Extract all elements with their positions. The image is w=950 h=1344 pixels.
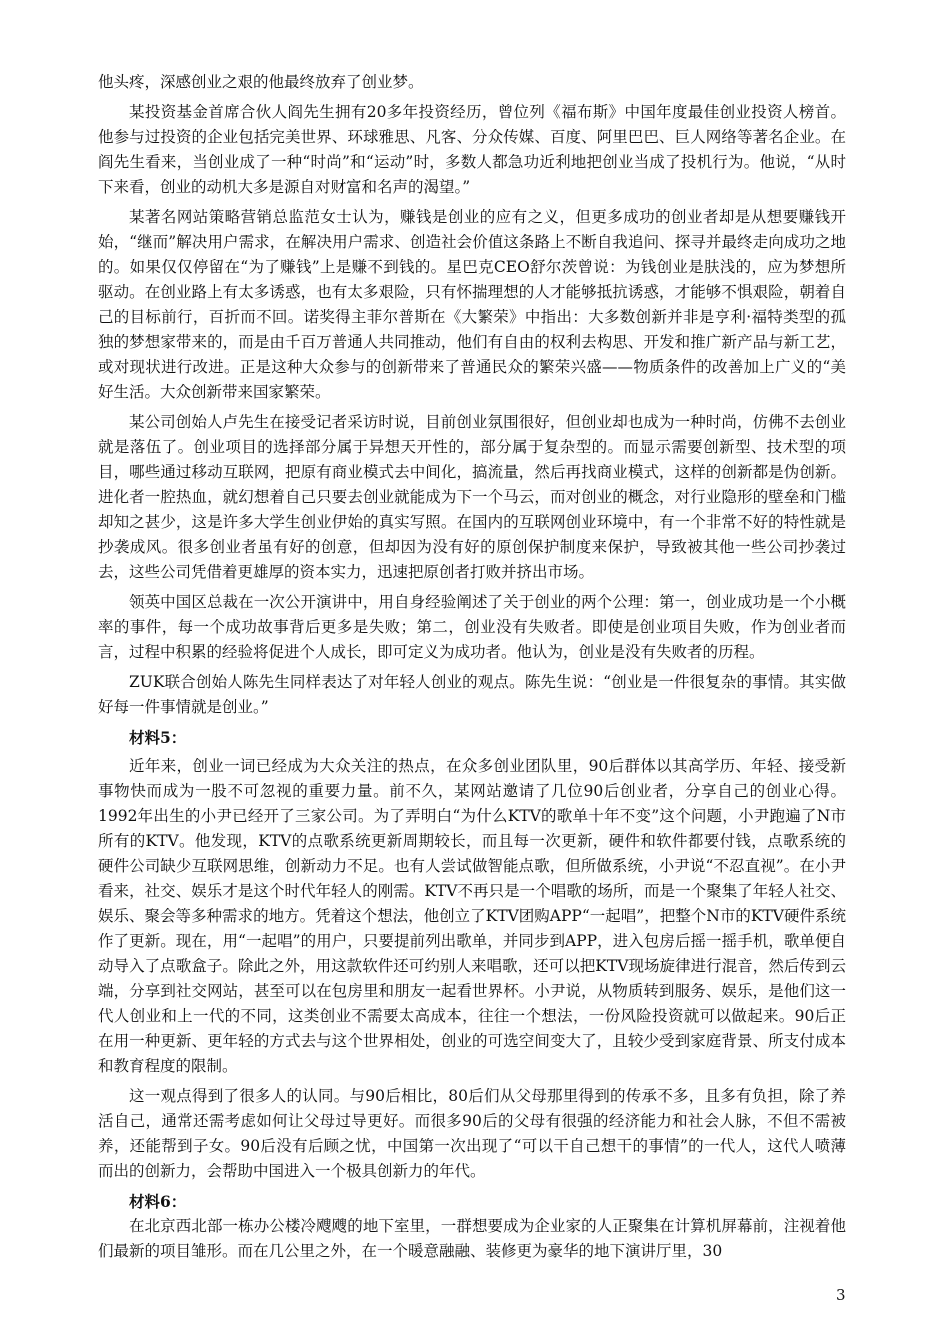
paragraph: ZUK联合创始人陈先生同样表达了对年轻人创业的观点。陈先生说：“创业是一件很复杂的事情。其实做好每一件事情就是创业。” xyxy=(98,673,846,716)
section-heading-material-6: 材料6： xyxy=(129,1192,187,1211)
paragraph: 某公司创始人卢先生在接受记者采访时说，目前创业氛围很好，但创业却也成为一种时尚，仿佛不去创业就是落伍了。创业项目的选择部分属于异想天开性的，部分属于复杂型的。而显示需要创新型、技术型的项目，哪些通过移动互联网，把原有商业模式去中间化，搞流量，然后再找商业模式，这样的创新都是伪创新。进化者一腔热血，就幻想着自己只要去创业就能成为下一个马云，而对创业的概念，对行业隐形的壁垒和门槛却知之甚少，这是许多大学生创业伊始的真实写照。在国内的互联网创业环境中，有一个非常不好的特性就是抄袭成风。很多创业者虽有好的创意，但却因为没有好的原创保护制度来保护，导致被其他一些公司抄袭过去，这些公司凭借着更雄厚的资本实力，迅速把原创者打败并挤出市场。 xyxy=(98,413,846,581)
section-heading-material-5: 材料5： xyxy=(129,728,187,747)
page-number: 3 xyxy=(836,1286,846,1304)
paragraph: 领英中国区总裁在一次公开演讲中，用自身经验阐述了关于创业的两个公理：第一，创业成功是一个小概率的事件，每一个成功故事背后更多是失败；第二，创业没有失败者。即使是创业项目失败，作为创业者而言，过程中积累的经验将促进个人成长，即可定义为成功者。他认为，创业是没有失败者的历程。 xyxy=(98,593,846,661)
document-body xyxy=(98,70,846,1269)
paragraph: 他头疼，深感创业之艰的他最终放弃了创业梦。 xyxy=(98,73,424,91)
paragraph: 某著名网站策略营销总监范女士认为，赚钱是创业的应有之义，但更多成功的创业者却是从想要赚钱开始，“继而”解决用户需求，在解决用户需求、创造社会价值这条路上不断自我追问、探寻并最终走向成功之地的。如果仅仅停留在“为了赚钱”上是赚不到钱的。星巴克CEO舒尔茨曾说：为钱创业是肤浅的，应为梦想所驱动。在创业路上有太多诱惑，也有太多艰险，只有怀揣理想的人才能够抵抗诱惑，才能够不惧艰险，朝着自己的目标前行，百折而不回。诺奖得主菲尔普斯在《大繁荣》中指出：大多数创新并非是亨利·福特类型的孤独的梦想家带来的，而是由千百万普通人共同推动，他们有自由的权利去构思、开发和推广新产品与新工艺，或对现状进行改进。正是这种大众参与的创新带来了普通民众的繁荣兴盛——物质条件的改善加上广义的“美好生活。大众创新带来国家繁荣。 xyxy=(98,208,846,401)
paragraph: 这一观点得到了很多人的认同。与90后相比，80后们从父母那里得到的传承不多，且多有负担，除了养活自己，通常还需考虑如何让父母过导更好。而很多90后的父母有很强的经济能力和社会人脉，不但不需被养，还能帮到子女。90后没有后顾之忧，中国第一次出现了“可以干自己想干的事情”的一代人，这代人喷薄而出的创新力，会帮助中国进入一个极具创新力的年代。 xyxy=(98,1087,846,1180)
paragraph: 某投资基金首席合伙人阎先生拥有20多年投资经历，曾位列《福布斯》中国年度最佳创业投资人榜首。他参与过投资的企业包括完美世界、环球雅思、凡客、分众传媒、百度、阿里巴巴、巨人网络等著名企业。在阎先生看来，当创业成了一种“时尚”和“运动”时，多数人都急功近利地把创业当成了投机行为。他说，“从时下来看，创业的动机大多是源自对财富和名声的渴望。” xyxy=(98,103,846,196)
paragraph: 近年来，创业一词已经成为大众关注的热点，在众多创业团队里，90后群体以其高学历、年轻、接受新事物快而成为一股不可忽视的重要力量。前不久，某网站邀请了几位90后创业者，分享自己的创业心得。1992年出生的小尹已经开了三家公司。为了弄明白“为什么KTV的歌单十年不变”这个问题，小尹跑遍了N市所有的KTV。他发现，KTV的点歌系统更新周期较长，而且每一次更新，硬件和软件都要付钱，点歌系统的硬件公司缺少互联网思维，创新动力不足。也有人尝试做智能点歌，但所做系统，小尹说“不忍直视”。在小尹看来，社交、娱乐才是这个时代年轻人的刚需。KTV不再只是一个唱歌的场所，而是一个聚集了年轻人社交、娱乐、聚会等多种需求的地方。凭着这个想法，他创立了KTV团购APP“一起唱”，把整个N市的KTV硬件系统作了更新。现在，用“一起唱”的用户，只要提前列出歌单，并同步到APP，进入包房后摇一摇手机，歌单便自动导入了点歌盒子。除此之外，用这款软件还可约别人来唱歌，还可以把KTV现场旋律进行混音，然后传到云端，分享到社交网站，甚至可以在包房里和朋友一起看世界杯。小尹说，从物质转到服务、娱乐，是他们这一代人创业和上一代的不同，这类创业不需要太高成本，往往一个想法，一份风险投资就可以做起来。90后正在用一种更新、更年轻的方式去与这个世界相处，创业的可选空间变大了，且较少受到家庭背景、所支付成本和教育程度的限制。 xyxy=(98,757,846,1075)
paragraph: 在北京西北部一栋办公楼冷飕飕的地下室里，一群想要成为企业家的人正聚集在计算机屏幕前，注视着他们最新的项目雏形。而在几公里之外，在一个暖意融融、装修更为豪华的地下演讲厅里，30 xyxy=(98,1217,846,1260)
